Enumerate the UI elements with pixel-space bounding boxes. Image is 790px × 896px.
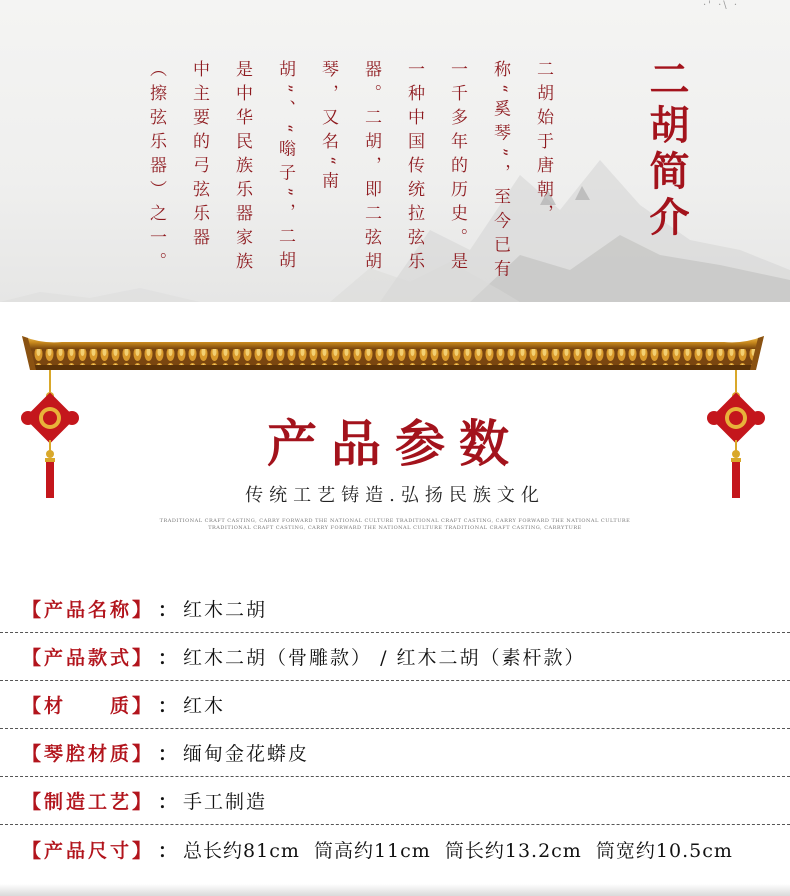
spec-row-material <box>0 681 790 729</box>
spec-row-resonator-material <box>0 729 790 777</box>
spec-list <box>0 585 790 873</box>
spec-row-product-name <box>0 585 790 633</box>
product-params-title: 产品参数 <box>267 414 523 473</box>
intro-paragraph: 二胡始于唐朝，称“奚琴”，至今已有一千多年的历史。是一种中国传统拉弦乐器。二胡，即二弦胡琴，又名“南胡”、“嗡子”，二胡是中华民族乐器家族中主要的弓弦乐器（擦弦乐器）之一。 <box>146 60 553 284</box>
intro-section <box>0 0 790 302</box>
spec-row-dimensions <box>0 825 790 873</box>
product-params-fine-print <box>0 518 790 532</box>
spec-label: 【产品款式】 <box>22 647 155 669</box>
spec-colon: ： <box>158 743 178 765</box>
spec-colon: ： <box>158 647 178 669</box>
spec-label: 【材 质】 <box>22 695 155 717</box>
spec-label: 【制造工艺】 <box>22 791 155 813</box>
spec-label: 【产品名称】 <box>22 599 155 621</box>
fine-print-line: TRADITIONAL CRAFT CASTING, CARRY FORWARD THE NATIONAL CULTURE TRADITIONAL CRAFT CASTING, CARRYTURE <box>208 525 582 531</box>
fine-print-line: TRADITIONAL CRAFT CASTING, CARRY FORWARD THE NATIONAL CULTURE TRADITIONAL CRAFT CASTING, CARRY FORWARD THE NATIONAL CULTURE <box>159 518 631 524</box>
spec-value: 红木二胡（骨雕款） / 红木二胡（素杆款） <box>183 647 586 669</box>
spec-label: 【产品尺寸】 <box>22 839 155 862</box>
spec-value: 总长约81cm 筒高约11cm 筒长约13.2cm 筒宽约10.5cm <box>183 839 733 862</box>
spec-value: 红木二胡 <box>183 599 268 621</box>
spec-value: 手工制造 <box>183 791 268 813</box>
roof-eave-decoration <box>22 330 764 380</box>
spec-colon: ： <box>158 791 178 813</box>
spec-row-craft <box>0 777 790 825</box>
spec-colon: ： <box>158 839 178 862</box>
spec-label: 【琴腔材质】 <box>22 743 155 765</box>
spec-value: 红木 <box>183 695 226 717</box>
intro-title: 二胡简介 <box>643 58 690 242</box>
spec-colon: ： <box>158 695 178 717</box>
spec-colon: ： <box>158 599 178 621</box>
bottom-divider <box>0 884 790 896</box>
product-params-subtitle: 传统工艺铸造.弘扬民族文化 <box>245 485 545 506</box>
spec-value: 缅甸金花蟒皮 <box>183 743 310 765</box>
corner-decoration: ·' ·\ · <box>703 0 740 11</box>
spec-row-product-style <box>0 633 790 681</box>
